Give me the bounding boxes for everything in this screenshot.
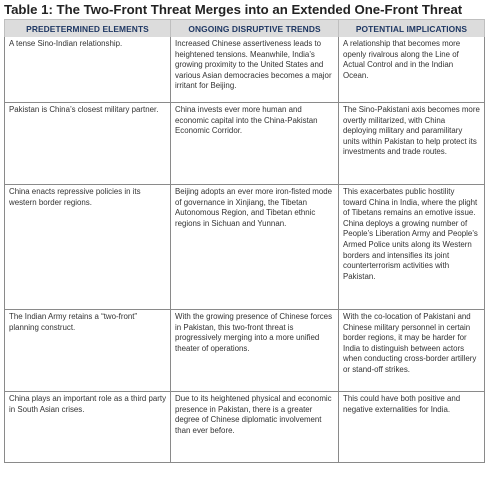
cell-text: Beijing adopts an ever more iron-fisted mode of governance in Xinjiang, the Tibetan Autonomous Region, and Tibetan ethnic regions in Sichuan and Yunnan. bbox=[175, 187, 333, 228]
cell-text: The Sino-Pakistani axis becomes more overtly militarized, with China deploying military and paramilitary units within Pakistan to help protect its investments and trade routes. bbox=[343, 105, 480, 157]
cell-text: A tense Sino-Indian relationship. bbox=[9, 39, 123, 48]
column-header-predetermined-elements: PREDETERMINED ELEMENTS bbox=[5, 20, 171, 38]
cell-text: A relationship that becomes more openly rivalrous along the Line of Actual Control and in the Indian Ocean. bbox=[343, 39, 461, 80]
table-cell bbox=[171, 392, 339, 463]
two-front-threat-table bbox=[4, 19, 485, 463]
cell-text: China invests ever more human and economic capital into the China-Pakistan Economic Corridor. bbox=[175, 105, 318, 136]
table-row bbox=[5, 185, 485, 310]
cell-text: With the growing presence of Chinese forces in Pakistan, this two-front threat is progressively merging into a more unified theater of operations. bbox=[175, 312, 333, 353]
table-cell bbox=[339, 185, 485, 310]
cell-text: This could have both positive and negative externalities for India. bbox=[343, 394, 461, 414]
table-cell bbox=[5, 37, 171, 103]
table-title: Table 1: The Two-Front Threat Merges into an Extended One-Front Threat bbox=[4, 2, 463, 17]
table-cell bbox=[5, 392, 171, 463]
table-row bbox=[5, 103, 485, 185]
table-cell bbox=[171, 310, 339, 392]
cell-text: Increased Chinese assertiveness leads to heightened tensions. Meanwhile, India’s growing proximity to the United States and various Asian democracies becomes a major irritant for Beijing. bbox=[175, 39, 332, 91]
column-header-potential-implications: POTENTIAL IMPLICATIONS bbox=[339, 20, 485, 38]
table-cell bbox=[171, 103, 339, 185]
cell-text: China plays an important role as a third party in South Asian crises. bbox=[9, 394, 167, 414]
cell-text: Pakistan is China’s closest military partner. bbox=[9, 105, 159, 114]
table-header-row bbox=[5, 20, 485, 38]
table-cell bbox=[5, 185, 171, 310]
table-cell bbox=[5, 103, 171, 185]
column-header-ongoing-disruptive-trends: ONGOING DISRUPTIVE TRENDS bbox=[171, 20, 339, 38]
table-cell bbox=[339, 103, 485, 185]
table-cell bbox=[339, 37, 485, 103]
cell-text: This exacerbates public hostility toward China in India, where the plight of Tibetans remains an emotive issue. China deploys a growing number of People’s Liberation Army and People’s Armed Police units along its Western borders and intensifies its joint counterterrorism activities with Pakistan. bbox=[343, 187, 478, 281]
cell-text: China enacts repressive policies in its western border regions. bbox=[9, 187, 141, 207]
table-cell bbox=[339, 392, 485, 463]
table-cell bbox=[339, 310, 485, 392]
table-cell bbox=[171, 37, 339, 103]
table-row bbox=[5, 37, 485, 103]
table-cell bbox=[5, 310, 171, 392]
cell-text: Due to its heightened physical and economic presence in Pakistan, there is a greater degree of Chinese diplomatic involvement than ever before. bbox=[175, 394, 332, 435]
table-cell bbox=[171, 185, 339, 310]
cell-text: The Indian Army retains a “two-front” planning construct. bbox=[9, 312, 138, 332]
cell-text: With the co-location of Pakistani and Chinese military personnel in certain border regions, it may be harder for India to distinguish between actors when conducting cross-border artillery or stand-off strikes. bbox=[343, 312, 477, 374]
table-row bbox=[5, 392, 485, 463]
table-row bbox=[5, 310, 485, 392]
